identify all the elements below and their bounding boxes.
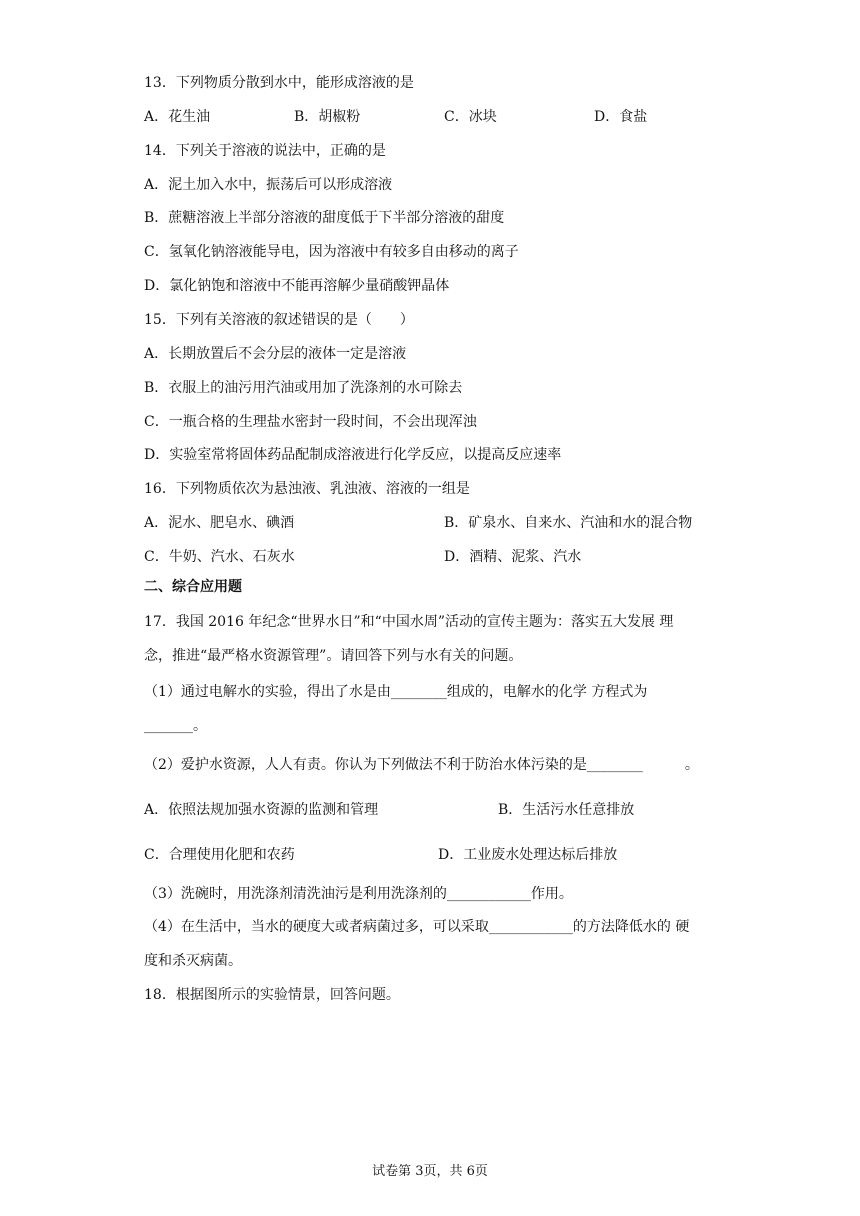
question-16-option-a: A．泥水、肥皂水、碘酒	[144, 515, 295, 531]
question-17-stem-line2: 念，推进“最严格水资源管理”。请回答下列与水有关的问题。	[144, 648, 523, 664]
question-17-part2-option-a: A．依照法规加强水资源的监测和管理	[144, 802, 379, 818]
question-13-option-b: B．胡椒粉	[294, 109, 361, 125]
page-footer: 试卷第 3页，共 6页	[372, 1164, 488, 1179]
question-14-option-b: B．蔗糖溶液上半部分溶液的甜度低于下半部分溶液的甜度	[144, 210, 505, 226]
question-13-stem: 13．下列物质分散到水中，能形成溶液的是	[144, 75, 414, 91]
question-15-option-b: B．衣服上的油污用汽油或用加了洗涤剂的水可除去	[144, 380, 463, 396]
question-15-option-c: C．一瓶合格的生理盐水密封一段时间，不会出现浑浊	[144, 414, 477, 430]
question-18-stem: 18．根据图所示的实验情景，回答问题。	[144, 987, 400, 1003]
question-16-stem: 16．下列物质依次为悬浊液、乳浊液、溶液的一组是	[144, 481, 470, 497]
question-17-part4-line1: （4）在生活中，当水的硬度大或者病菌过多，可以采取____________的方法降低水的 硬	[144, 919, 690, 935]
question-16-option-d: D．酒精、泥浆、汽水	[444, 549, 582, 565]
question-17-part4-line2: 度和杀灭病菌。	[144, 953, 242, 969]
question-17-part2-option-c: C．合理使用化肥和农药	[144, 847, 295, 863]
question-17-part3: （3）洗碗时，用洗涤剂清洗油污是利用洗涤剂的____________作用。	[144, 886, 573, 902]
question-14-stem: 14．下列关于溶液的说法中，正确的是	[144, 143, 386, 159]
question-13-option-d: D．食盐	[594, 109, 648, 125]
question-17-part2-option-d: D．工业废水处理达标后排放	[438, 847, 618, 863]
question-14-option-d: D．氯化钠饱和溶液中不能再溶解少量硝酸钾晶体	[144, 278, 450, 294]
question-14-option-c: C．氢氧化钠溶液能导电，因为溶液中有较多自由移动的离子	[144, 244, 519, 260]
question-17-stem-line1: 17．我国 2016 年纪念“世界水日”和“中国水周”活动的宣传主题为：落实五大发展 理	[144, 614, 674, 630]
question-13-option-c: C．冰块	[444, 109, 497, 125]
question-17-part2: （2）爱护水资源，人人有责。你认为下列做法不利于防治水体污染的是________ 。	[144, 757, 699, 773]
question-15-option-a: A．长期放置后不会分层的液体一定是溶液	[144, 346, 407, 362]
question-13-option-a: A．花生油	[144, 109, 211, 125]
section-heading: 二、综合应用题	[144, 579, 242, 595]
question-17-part1-line2: _______。	[144, 718, 207, 734]
question-15-stem: 15．下列有关溶液的叙述错误的是（ ）	[144, 312, 414, 328]
question-14-option-a: A．泥土加入水中，振荡后可以形成溶液	[144, 177, 393, 193]
question-17-part1-line1: （1）通过电解水的实验，得出了水是由________组成的，电解水的化学 方程式为	[144, 684, 648, 700]
question-16-option-c: C．牛奶、汽水、石灰水	[144, 549, 295, 565]
question-16-option-b: B．矿泉水、自来水、汽油和水的混合物	[444, 515, 693, 531]
question-15-option-d: D．实验室常将固体药品配制成溶液进行化学反应，以提高反应速率	[144, 447, 562, 463]
question-17-part2-option-b: B．生活污水任意排放	[498, 802, 635, 818]
